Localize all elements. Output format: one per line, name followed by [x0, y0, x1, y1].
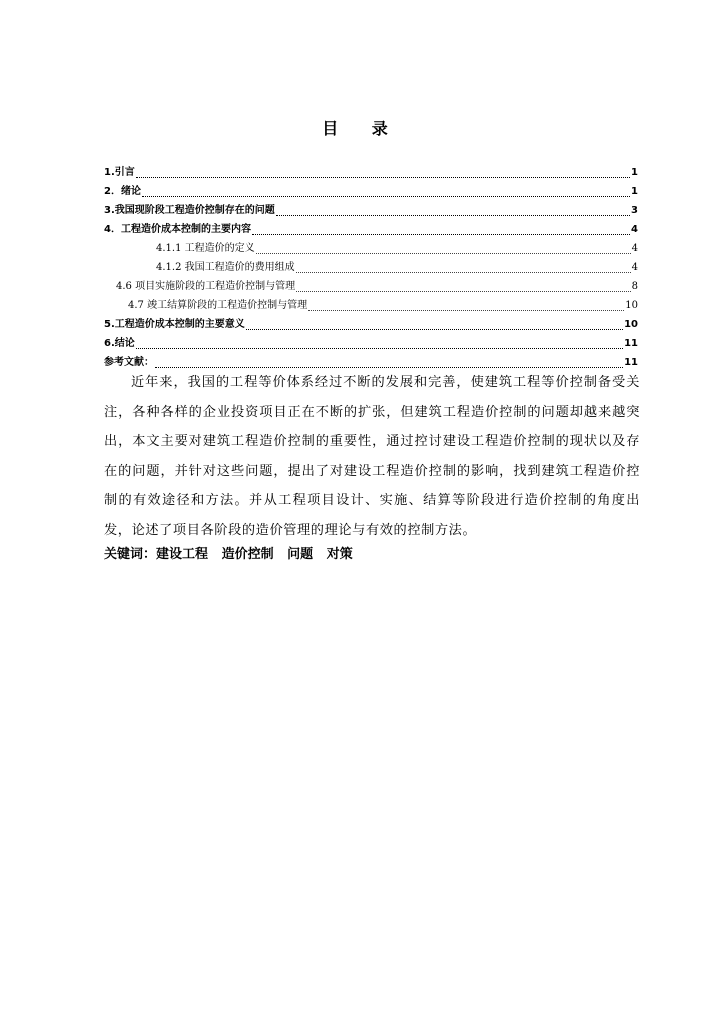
toc-entry-title: 5.工程造价成本控制的主要意义: [104, 319, 245, 330]
toc-title: 目 录: [322, 119, 402, 138]
toc-entry-title: 4．工程造价成本控制的主要内容: [104, 224, 251, 235]
table-of-contents: [104, 163, 638, 372]
toc-leader-dots: [296, 260, 631, 273]
toc-entry-title: 3.我国现阶段工程造价控制存在的问题: [104, 205, 275, 216]
abstract-text: 近年来，我国的工程等价体系经过不断的发展和完善，使建筑工程等价控制备受关注，各种各样的企业投资项目正在不断的扩张，但建筑工程造价控制的问题却越来越突出，本文主要对建筑工程造价控制的重要性，通过控讨建设工程造价控制的现状以及存在的问题，并针对这些问题，提出了对建设工程造价控制的影响，找到建筑工程造价控制的有效途径和方法。并从工程项目设计、实施、结算等阶段进行造价控制的角度出发，论述了项目各阶段的造价管理的理论与有效的控制方法。: [104, 375, 640, 538]
toc-entry-page: 11: [624, 357, 638, 368]
toc-leader-dots: [256, 241, 631, 254]
abstract-paragraph: [104, 368, 640, 546]
keywords-line: 关键词：建设工程 造价控制 问题 对策: [104, 547, 353, 562]
toc-entry[interactable]: [104, 163, 638, 182]
toc-leader-dots: [308, 298, 624, 311]
toc-entry-page: 4: [631, 243, 638, 254]
toc-entry[interactable]: [104, 220, 638, 239]
toc-entry[interactable]: [104, 296, 638, 315]
toc-entry-title: 6.结论: [104, 338, 135, 349]
toc-entry[interactable]: [104, 201, 638, 220]
toc-entry-title: 4.7 竣工结算阶段的工程造价控制与管理: [128, 300, 308, 311]
toc-entry-page: 4: [631, 262, 638, 273]
toc-leader-dots: [276, 203, 630, 216]
toc-entry-title: 2．绪论: [104, 186, 141, 197]
toc-entry[interactable]: [104, 315, 638, 334]
toc-entry-page: 4: [631, 224, 638, 235]
toc-leader-dots: [155, 355, 623, 368]
toc-entry-page: 1: [631, 167, 638, 178]
toc-entry-title: 1.引言: [104, 167, 135, 178]
toc-entry-page: 11: [624, 338, 638, 349]
toc-leader-dots: [252, 222, 630, 235]
toc-entry-title: 4.1.1 工程造价的定义: [156, 243, 255, 254]
toc-entry-page: 3: [631, 205, 638, 216]
toc-entry-page: 10: [624, 319, 638, 330]
toc-entry[interactable]: [104, 182, 638, 201]
toc-entry-page: 1: [631, 186, 638, 197]
toc-leader-dots: [136, 336, 623, 349]
toc-entry-page: 8: [631, 281, 638, 292]
toc-entry[interactable]: [104, 258, 638, 277]
toc-entry[interactable]: [104, 277, 638, 296]
toc-leader-dots: [142, 184, 630, 197]
toc-entry-title: 4.1.2 我国工程造价的费用组成: [156, 262, 295, 273]
toc-leader-dots: [296, 279, 631, 292]
toc-entry[interactable]: [104, 239, 638, 258]
toc-leader-dots: [246, 317, 623, 330]
toc-entry-title: 参考文献：: [104, 357, 154, 368]
toc-leader-dots: [136, 165, 630, 178]
toc-entry-page: 10: [625, 300, 638, 311]
toc-entry[interactable]: [104, 334, 638, 353]
toc-entry-title: 4.6 项目实施阶段的工程造价控制与管理: [116, 281, 296, 292]
